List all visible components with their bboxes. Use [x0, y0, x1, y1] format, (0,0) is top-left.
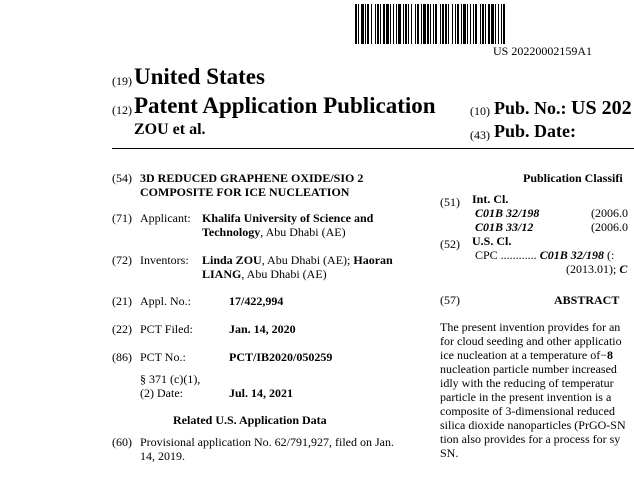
pub-no-label: Pub. No.:: [494, 98, 567, 118]
pct-filed-label: PCT Filed:: [140, 322, 193, 336]
provisional-line-2: 14, 2019.: [140, 449, 185, 463]
inventor-1-name: Linda ZOU: [202, 253, 262, 267]
pub-date-label: Pub. Date:: [494, 121, 576, 141]
abstract-line: tion also provides for a process for sy: [440, 432, 621, 446]
cpc-code: C01B 32/198: [539, 248, 605, 262]
provisional-line-1: Provisional application No. 62/791,927, filed on Jan.: [140, 435, 394, 449]
inventor-2-name-a: Haoran: [353, 253, 393, 267]
header-rule: [112, 148, 634, 149]
int-cl-label: Int. Cl.: [472, 192, 509, 206]
abstract-heading: ABSTRACT: [554, 293, 620, 307]
cpc-rest: (:: [604, 248, 615, 262]
pct-no-label: PCT No.:: [140, 350, 186, 364]
classification-heading: Publication Classifi: [523, 171, 623, 185]
appl-no-label: Appl. No.:: [140, 294, 191, 308]
cpc-line-2: (2013.01);: [566, 262, 620, 276]
title-line-1: 3D REDUCED GRAPHENE OXIDE/SIO 2: [140, 171, 364, 185]
abstract-bold-fragment: 8: [607, 348, 614, 362]
class-code-2: C01B 33/12: [475, 220, 534, 234]
class-date-2: (2006.0: [591, 220, 628, 234]
pct-filed-value: Jan. 14, 2020: [229, 322, 296, 336]
tag-71: (71): [112, 211, 132, 225]
abstract-line: composite of 3-dimensional reduced: [440, 404, 615, 418]
s371-date-value: Jul. 14, 2021: [229, 386, 294, 400]
tag-43: (43): [470, 128, 490, 142]
applicant-line-1: Khalifa University of Science and: [202, 211, 374, 225]
inventor-2-rest: , Abu Dhabi (AE): [241, 267, 327, 281]
abstract-line: for cloud seeding and other applicatio: [440, 334, 622, 348]
tag-51: (51): [440, 195, 460, 209]
inventor-2-name-b: LIANG: [202, 267, 242, 281]
abstract-line: SN.: [440, 446, 459, 460]
tag-54: (54): [112, 171, 132, 185]
cpc-line-2-bold: C: [619, 262, 628, 276]
s371-line-2: (2) Date:: [140, 386, 183, 400]
abstract-line: The present invention provides for an: [440, 320, 621, 334]
title-line-2: COMPOSITE FOR ICE NUCLEATION: [140, 185, 350, 199]
applicant-line-2-rest: , Abu Dhabi (AE): [260, 225, 346, 239]
tag-21: (21): [112, 294, 132, 308]
inventors-label: Inventors:: [140, 253, 189, 267]
tag-19: (19): [112, 74, 132, 88]
abstract-line: ice nucleation at a temperature of−8: [440, 348, 614, 362]
barcode: [355, 4, 634, 44]
abstract-line: silica dioxide nanoparticles (PrGO-SN: [440, 418, 626, 432]
tag-52: (52): [440, 237, 460, 251]
us-cl-label: U.S. Cl.: [472, 234, 512, 248]
pub-no-value: US 202: [571, 97, 632, 119]
inventors-short: ZOU et al.: [134, 121, 206, 138]
inventor-1-rest: , Abu Dhabi (AE);: [261, 253, 354, 267]
tag-57: (57): [440, 293, 460, 307]
appl-no-value: 17/422,994: [229, 294, 284, 308]
barcode-number: US 20220002159A1: [493, 44, 593, 58]
class-date-1: (2006.0: [591, 206, 628, 220]
class-code-1: C01B 32/198: [475, 206, 540, 220]
tag-12: (12): [112, 103, 132, 117]
applicant-label: Applicant:: [140, 211, 191, 225]
abstract-line: nucleation particle number increased: [440, 362, 617, 376]
country: United States: [134, 64, 265, 89]
s371-line-1: § 371 (c)(1),: [140, 372, 201, 386]
applicant-line-2-bold: Technology: [202, 225, 261, 239]
tag-86: (86): [112, 350, 132, 364]
related-heading: Related U.S. Application Data: [173, 413, 327, 427]
abstract-line: idly with the reducing of temperatur: [440, 376, 614, 390]
cpc-label: CPC ............: [475, 248, 537, 262]
pct-no-value: PCT/IB2020/050259: [229, 350, 333, 364]
tag-10: (10): [470, 104, 490, 118]
tag-60: (60): [112, 435, 132, 449]
tag-22: (22): [112, 322, 132, 336]
tag-72: (72): [112, 253, 132, 267]
publication-type: Patent Application Publication: [134, 93, 436, 118]
abstract-line: particle in the present invention is a: [440, 390, 612, 404]
